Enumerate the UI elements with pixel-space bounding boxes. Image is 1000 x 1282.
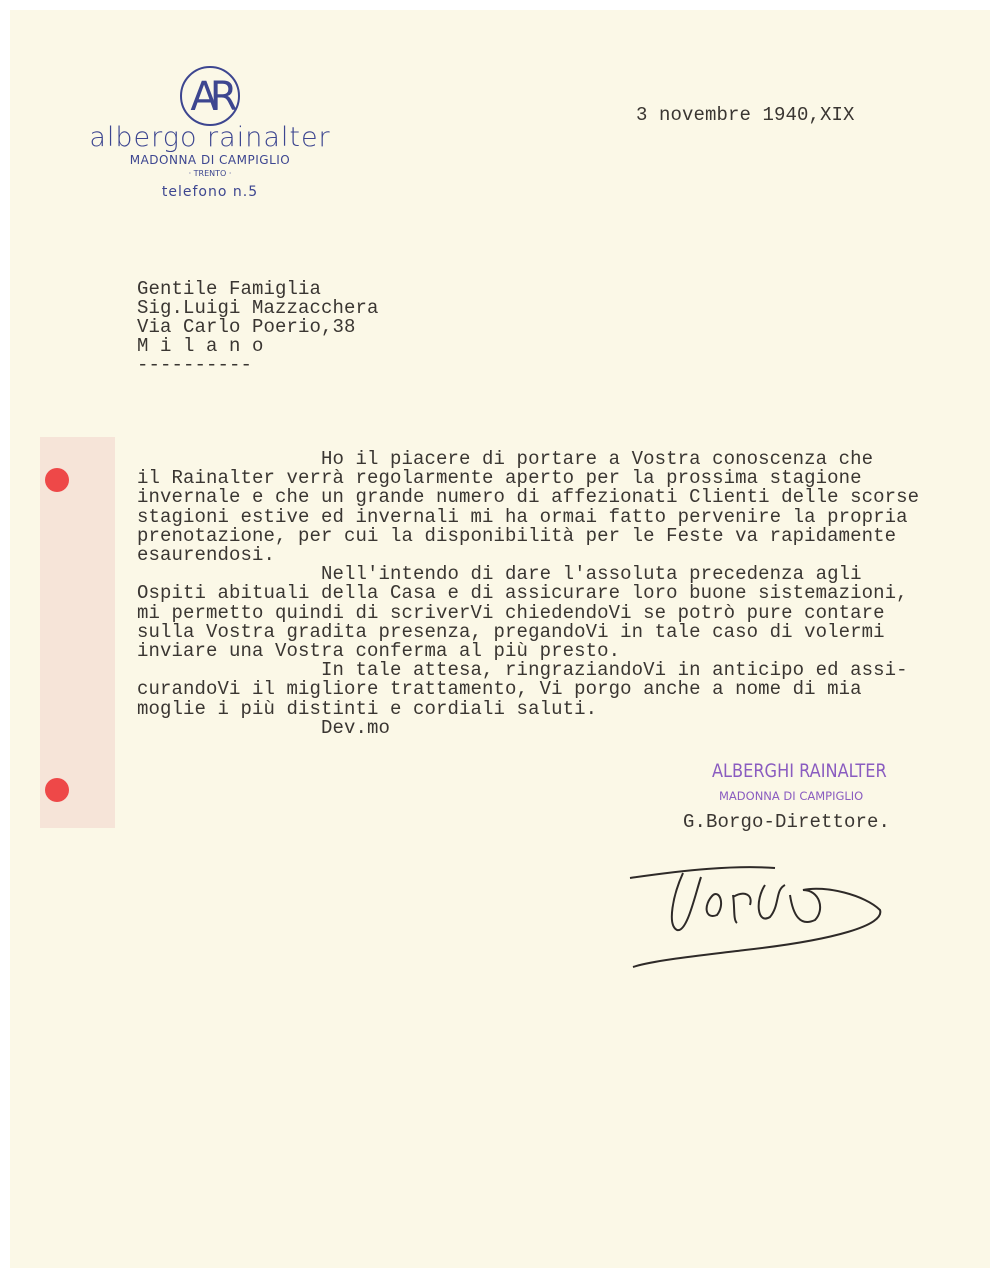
- address-underline: ----------: [137, 354, 253, 376]
- hotel-location: MADONNA DI CAMPIGLIO: [129, 153, 291, 167]
- letter-date: 3 novembre 1940,XIX: [636, 104, 855, 126]
- stamp-line-2: MADONNA DI CAMPIGLIO: [719, 789, 864, 803]
- address-line: M i l a n o: [137, 335, 264, 357]
- stamp-line-1: ALBERGHI RAINALTER: [712, 760, 887, 782]
- address-line: Sig.Luigi Mazzacchera: [137, 297, 379, 319]
- body-line: Ospiti abituali della Casa e di assicurare loro buone sistemazioni,: [137, 582, 908, 605]
- hotel-name: albergo rainalter: [89, 122, 331, 153]
- body-line: sulla Vostra gradita presenza, pregandoVi in tale caso di volermi: [137, 620, 885, 643]
- body-line: invernale e che un grande numero di affezionati Clienti delle scorse: [137, 486, 920, 509]
- body-line: esaurendosi.: [137, 544, 276, 566]
- body-line: moglie i più distinti e cordiali saluti.: [137, 697, 598, 720]
- hotel-province: · TRENTO ·: [188, 169, 232, 178]
- binder-strip: [40, 437, 115, 828]
- body-line: mi permetto quindi di scriverVi chiedendoVi se potrò pure contare: [137, 601, 885, 624]
- punch-hole-bottom: [45, 778, 69, 802]
- body-line: Ho il piacere di portare a Vostra conoscenza che: [137, 448, 874, 470]
- body-line: inviare una Vostra conferma al più presto.: [137, 640, 621, 662]
- signatory-name: G.Borgo-Direttore.: [683, 811, 891, 833]
- punch-hole-top: [45, 468, 69, 492]
- body-line: il Rainalter verrà regolarmente aperto per la prossima stagione: [137, 467, 862, 490]
- body-line: In tale attesa, ringraziandoVi in anticipo ed assi-: [137, 659, 908, 682]
- handwritten-signature: [625, 835, 895, 975]
- monogram-logo: AR: [180, 66, 240, 126]
- address-line: Via Carlo Poerio,38: [137, 316, 356, 338]
- body-line: prenotazione, per cui la disponibilità per le Feste va rapidamente: [137, 524, 897, 547]
- body-line: Dev.mo: [137, 716, 391, 739]
- hotel-phone: telefono n.5: [161, 184, 259, 200]
- body-line: curandoVi il migliore trattamento, Vi porgo anche a nome di mia: [137, 678, 862, 701]
- address-line: Gentile Famiglia: [137, 278, 322, 300]
- body-line: stagioni estive ed invernali mi ha ormai fatto pervenire la propria: [137, 505, 908, 528]
- body-line: Nell'intendo di dare l'assoluta precedenza agli: [137, 563, 862, 586]
